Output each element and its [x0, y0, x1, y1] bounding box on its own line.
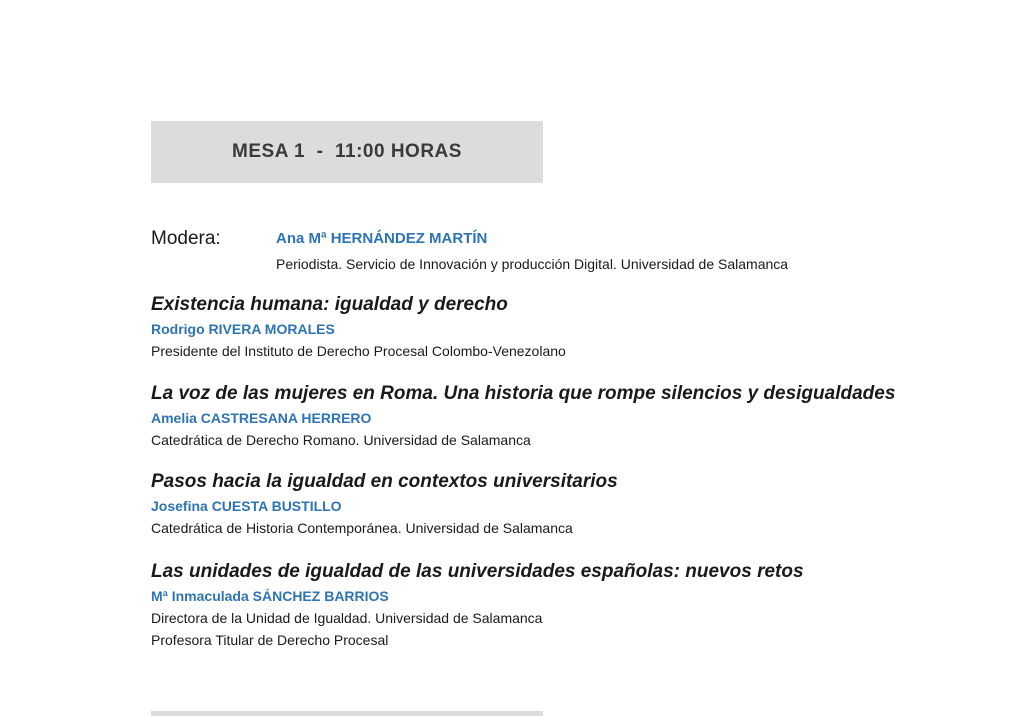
talk-affiliation: Presidente del Instituto de Derecho Procesal Colombo-Venezolano — [151, 343, 566, 359]
talk-speaker: Rodrigo RIVERA MORALES — [151, 321, 335, 337]
talk-item — [151, 470, 951, 539]
moderator-label: Modera: — [151, 228, 221, 249]
talk-affiliation: Catedrática de Derecho Romano. Universidad de Salamanca — [151, 432, 531, 448]
moderator-role: Periodista. Servicio de Innovación y producción Digital. Universidad de Salamanca — [276, 256, 789, 272]
talk-speaker: Josefina CUESTA BUSTILLO — [151, 498, 342, 514]
talk-title: Existencia humana: igualdad y derecho — [151, 294, 508, 315]
talk-affiliation: Profesora Titular de Derecho Procesal — [151, 632, 389, 648]
talk-speaker: Mª Inmaculada SÁNCHEZ BARRIOS — [151, 588, 389, 604]
session-title: MESA 1 - 11:00 HORAS — [232, 141, 462, 162]
talk-item — [151, 293, 951, 362]
talk-speaker: Amelia CASTRESANA HERRERO — [151, 410, 372, 426]
talk-item — [151, 560, 951, 651]
talk-title: Pasos hacia la igualdad en contextos universitarios — [151, 471, 618, 492]
talk-affiliation: Directora de la Unidad de Igualdad. Universidad de Salamanca — [151, 610, 543, 626]
next-session-header-edge — [151, 711, 543, 716]
talk-affiliation: Catedrática de Historia Contemporánea. Universidad de Salamanca — [151, 520, 573, 536]
talk-title: La voz de las mujeres en Roma. Una historia que rompe silencios y desigualdades — [151, 383, 896, 404]
talk-title: Las unidades de igualdad de las universidades españolas: nuevos retos — [151, 561, 804, 582]
moderator-name: Ana Mª HERNÁNDEZ MARTÍN — [276, 230, 488, 247]
talk-item — [151, 382, 951, 451]
session-header — [151, 121, 543, 183]
